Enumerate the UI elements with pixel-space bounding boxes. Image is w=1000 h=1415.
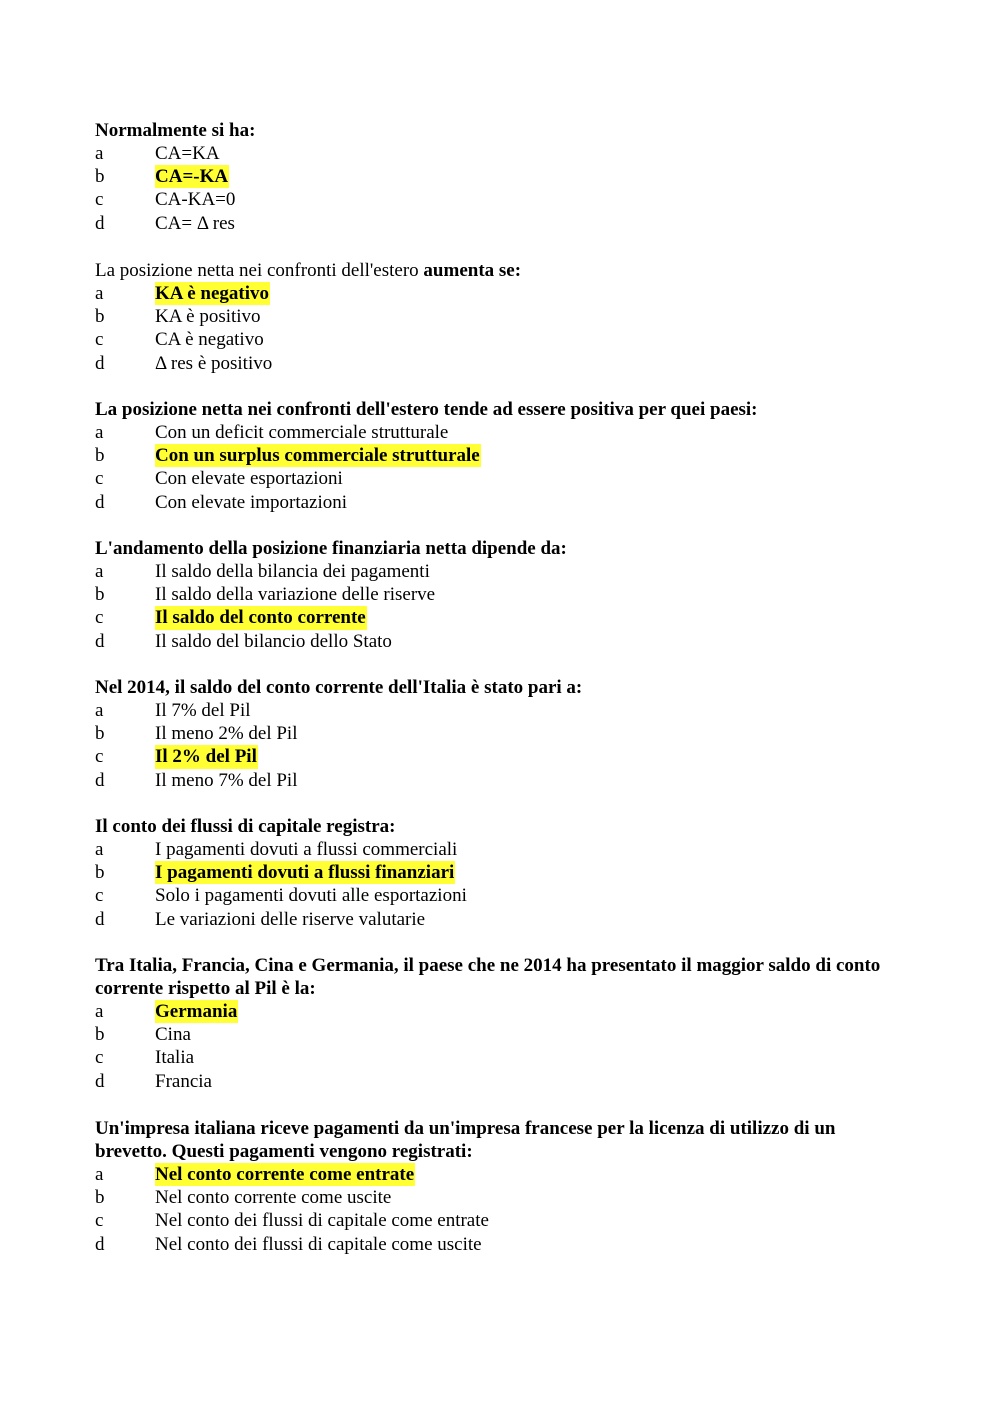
answer-option-b (95, 444, 895, 467)
option-text: Il saldo della bilancia dei pagamenti (155, 561, 430, 582)
option-text: Con elevate importazioni (155, 491, 348, 513)
option-text: Solo i pagamenti dovuti alle esportazioni (155, 885, 467, 907)
answer-option-b (95, 722, 895, 745)
option-text: Nel conto dei flussi di capitale come uscite (155, 1233, 482, 1255)
question-block-8 (95, 1117, 895, 1256)
answer-option-b (95, 305, 895, 328)
option-text: Il 7% del Pil (155, 700, 251, 721)
answer-option-c (95, 745, 895, 768)
option-text-highlighted: Con un surplus commerciale strutturale (155, 445, 480, 467)
option-text-highlighted: Nel conto corrente come entrate (155, 1164, 415, 1185)
answer-option-b (95, 861, 895, 884)
option-text: Nel conto corrente come uscite (155, 1187, 392, 1209)
option-letter: c (95, 607, 104, 629)
option-text: KA è positivo (155, 306, 261, 328)
option-letter: a (95, 1164, 104, 1185)
option-letter: a (95, 561, 104, 582)
question-text: Nel 2014, il saldo del conto corrente dell'Italia è stato pari a: (95, 677, 583, 698)
question-block-7 (95, 954, 895, 1093)
option-text-highlighted: I pagamenti dovuti a flussi finanziari (155, 862, 455, 884)
option-letter: c (95, 1210, 104, 1232)
question-text: Normalmente si ha: (95, 120, 256, 141)
option-letter: d (95, 212, 105, 234)
answer-option-a (95, 560, 895, 583)
option-text: Il saldo della variazione delle riserve (155, 584, 436, 606)
option-letter: a (95, 700, 104, 721)
option-text-highlighted: Il saldo del conto corrente (155, 607, 366, 629)
answer-option-a (95, 838, 895, 861)
answer-option-b (95, 1023, 895, 1046)
question-block-3 (95, 398, 895, 514)
option-letter: a (95, 422, 104, 443)
answer-option-b (95, 583, 895, 606)
option-letter: a (95, 1001, 104, 1022)
answer-option-a (95, 1000, 895, 1023)
option-text: Con elevate esportazioni (155, 468, 343, 490)
question-text-plain: La posizione netta nei confronti dell'estero (95, 260, 424, 281)
answer-option-c (95, 188, 895, 211)
answer-option-c (95, 467, 895, 490)
option-letter: a (95, 839, 104, 860)
answer-option-d (95, 630, 895, 653)
answer-option-b (95, 1186, 895, 1209)
answer-option-a (95, 142, 895, 165)
question-block-4 (95, 537, 895, 653)
answer-option-a (95, 282, 895, 305)
answer-option-d (95, 352, 895, 375)
option-letter: d (95, 908, 105, 930)
option-letter: b (95, 1187, 105, 1209)
option-text: Δ res è positivo (155, 352, 273, 374)
option-letter: b (95, 445, 105, 467)
option-text: CA=KA (155, 143, 220, 164)
option-text: CA= Δ res (155, 212, 235, 234)
option-letter: a (95, 143, 104, 164)
answer-option-c (95, 1046, 895, 1069)
option-letter: d (95, 1233, 105, 1255)
option-letter: b (95, 723, 105, 745)
answer-option-b (95, 165, 895, 188)
question-block-5 (95, 676, 895, 792)
option-text: Il saldo del bilancio dello Stato (155, 630, 392, 652)
option-letter: c (95, 189, 104, 211)
option-letter: d (95, 1070, 105, 1092)
option-text: Il meno 2% del Pil (155, 723, 298, 745)
option-text: Italia (155, 1047, 195, 1069)
option-letter: c (95, 885, 104, 907)
option-text-highlighted: CA=-KA (155, 166, 229, 188)
option-letter: d (95, 630, 105, 652)
option-letter: c (95, 746, 104, 768)
answer-option-c (95, 606, 895, 629)
answer-option-c (95, 1209, 895, 1232)
option-letter: b (95, 1024, 105, 1046)
option-text: Francia (155, 1070, 212, 1092)
option-text: Cina (155, 1024, 191, 1046)
option-letter: c (95, 329, 104, 351)
answer-option-a (95, 421, 895, 444)
option-text: CA-KA=0 (155, 189, 236, 211)
option-letter: a (95, 283, 104, 304)
option-letter: b (95, 584, 105, 606)
option-text: Il meno 7% del Pil (155, 769, 298, 791)
question-text: Il conto dei flussi di capitale registra: (95, 816, 396, 837)
answer-option-d (95, 908, 895, 931)
answer-option-a (95, 699, 895, 722)
question-block-6 (95, 815, 895, 931)
answer-option-d (95, 769, 895, 792)
option-letter: c (95, 1047, 104, 1069)
answer-option-d (95, 1233, 895, 1256)
option-letter: d (95, 769, 105, 791)
option-letter: c (95, 468, 104, 490)
option-text-highlighted: Germania (155, 1001, 238, 1022)
option-text: CA è negativo (155, 329, 264, 351)
answer-option-c (95, 884, 895, 907)
answer-option-d (95, 491, 895, 514)
question-text: La posizione netta nei confronti dell'estero tende ad essere positiva per quei paesi: (95, 399, 758, 420)
option-letter: b (95, 306, 105, 328)
option-text-highlighted: KA è negativo (155, 283, 269, 304)
question-text: L'andamento della posizione finanziaria netta dipende da: (95, 538, 567, 559)
option-text: Nel conto dei flussi di capitale come entrate (155, 1210, 489, 1232)
option-text-highlighted: Il 2% del Pil (155, 746, 257, 768)
question-block-1 (95, 119, 895, 235)
option-text: I pagamenti dovuti a flussi commerciali (155, 839, 458, 860)
question-block-2 (95, 259, 895, 375)
question-text: Tra Italia, Francia, Cina e Germania, il paese che ne 2014 ha presentato il maggior saldo di conto corrente rispetto al Pil è la: (95, 955, 881, 999)
option-letter: b (95, 862, 105, 884)
answer-option-c (95, 328, 895, 351)
answer-option-d (95, 212, 895, 235)
question-text (95, 259, 895, 282)
option-letter: d (95, 491, 105, 513)
option-letter: d (95, 352, 105, 374)
answer-option-d (95, 1070, 895, 1093)
option-text: Le variazioni delle riserve valutarie (155, 908, 426, 930)
option-text: Con un deficit commerciale strutturale (155, 422, 449, 443)
question-text: Un'impresa italiana riceve pagamenti da un'impresa francese per la licenza di utilizzo di un brevetto. Questi pagamenti vengono registrati: (95, 1118, 836, 1162)
answer-option-a (95, 1163, 895, 1186)
question-text-bold: aumenta se: (423, 260, 522, 281)
option-letter: b (95, 166, 105, 188)
